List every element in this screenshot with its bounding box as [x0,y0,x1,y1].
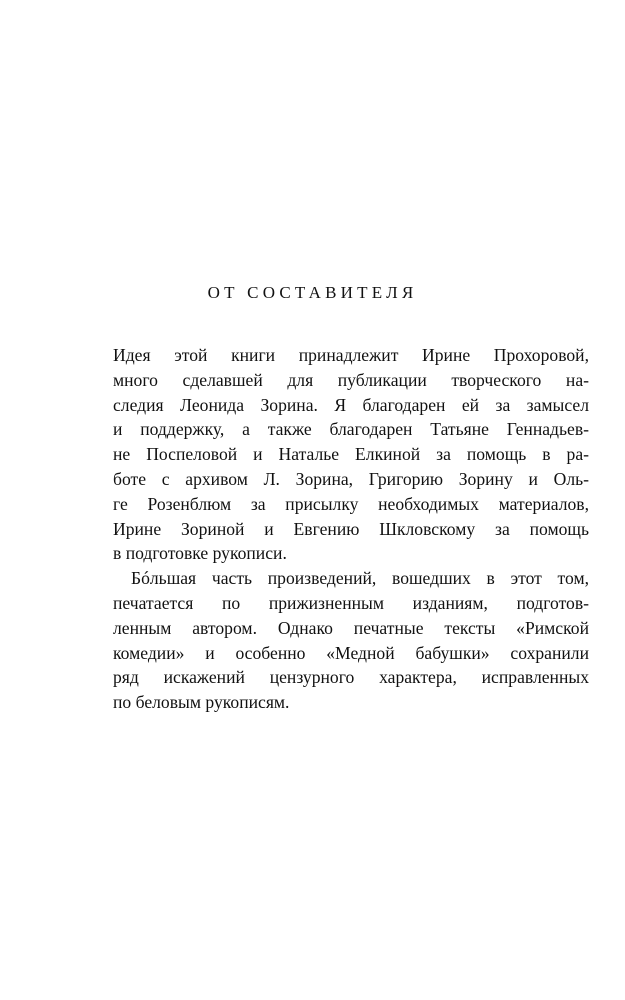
text-line: ленным автором. Однако печатные тексты «Римской [113,617,589,638]
text-line: в подготовке рукописи. [113,543,287,564]
text-line: не Поспеловой и Наталье Елкиной за помощь в ра- [113,444,589,465]
text-line: Ирине Зориной и Евгению Шкловскому за помощь [113,518,589,539]
page-heading: ОТ СОСТАВИТЕЛЯ [207,283,418,302]
text-line: и поддержку, а также благодарен Татьяне Геннадьев- [113,419,589,440]
text-line: ге Розенблюм за присылку необходимых материалов, [113,493,589,514]
text-line: боте с архивом Л. Зорина, Григорию Зорину и Оль- [113,468,589,489]
text-line: следия Леонида Зорина. Я благодарен ей за замысел [113,394,589,415]
text-line: печатается по прижизненным изданиям, подготов- [113,592,589,613]
text-line: по беловым рукописям. [113,692,290,713]
body-text [113,343,589,715]
text-line: Идея этой книги принадлежит Ирине Прохоровой, [113,345,589,365]
text-line: комедии» и особенно «Медной бабушки» сохранили [113,642,589,663]
text-line: Бóльшая часть произведений, вошедших в этот том, [131,568,589,589]
text-line: много сделавшей для публикации творческого на- [113,369,589,390]
text-line: ряд искажений цензурного характера, исправленных [113,667,589,688]
